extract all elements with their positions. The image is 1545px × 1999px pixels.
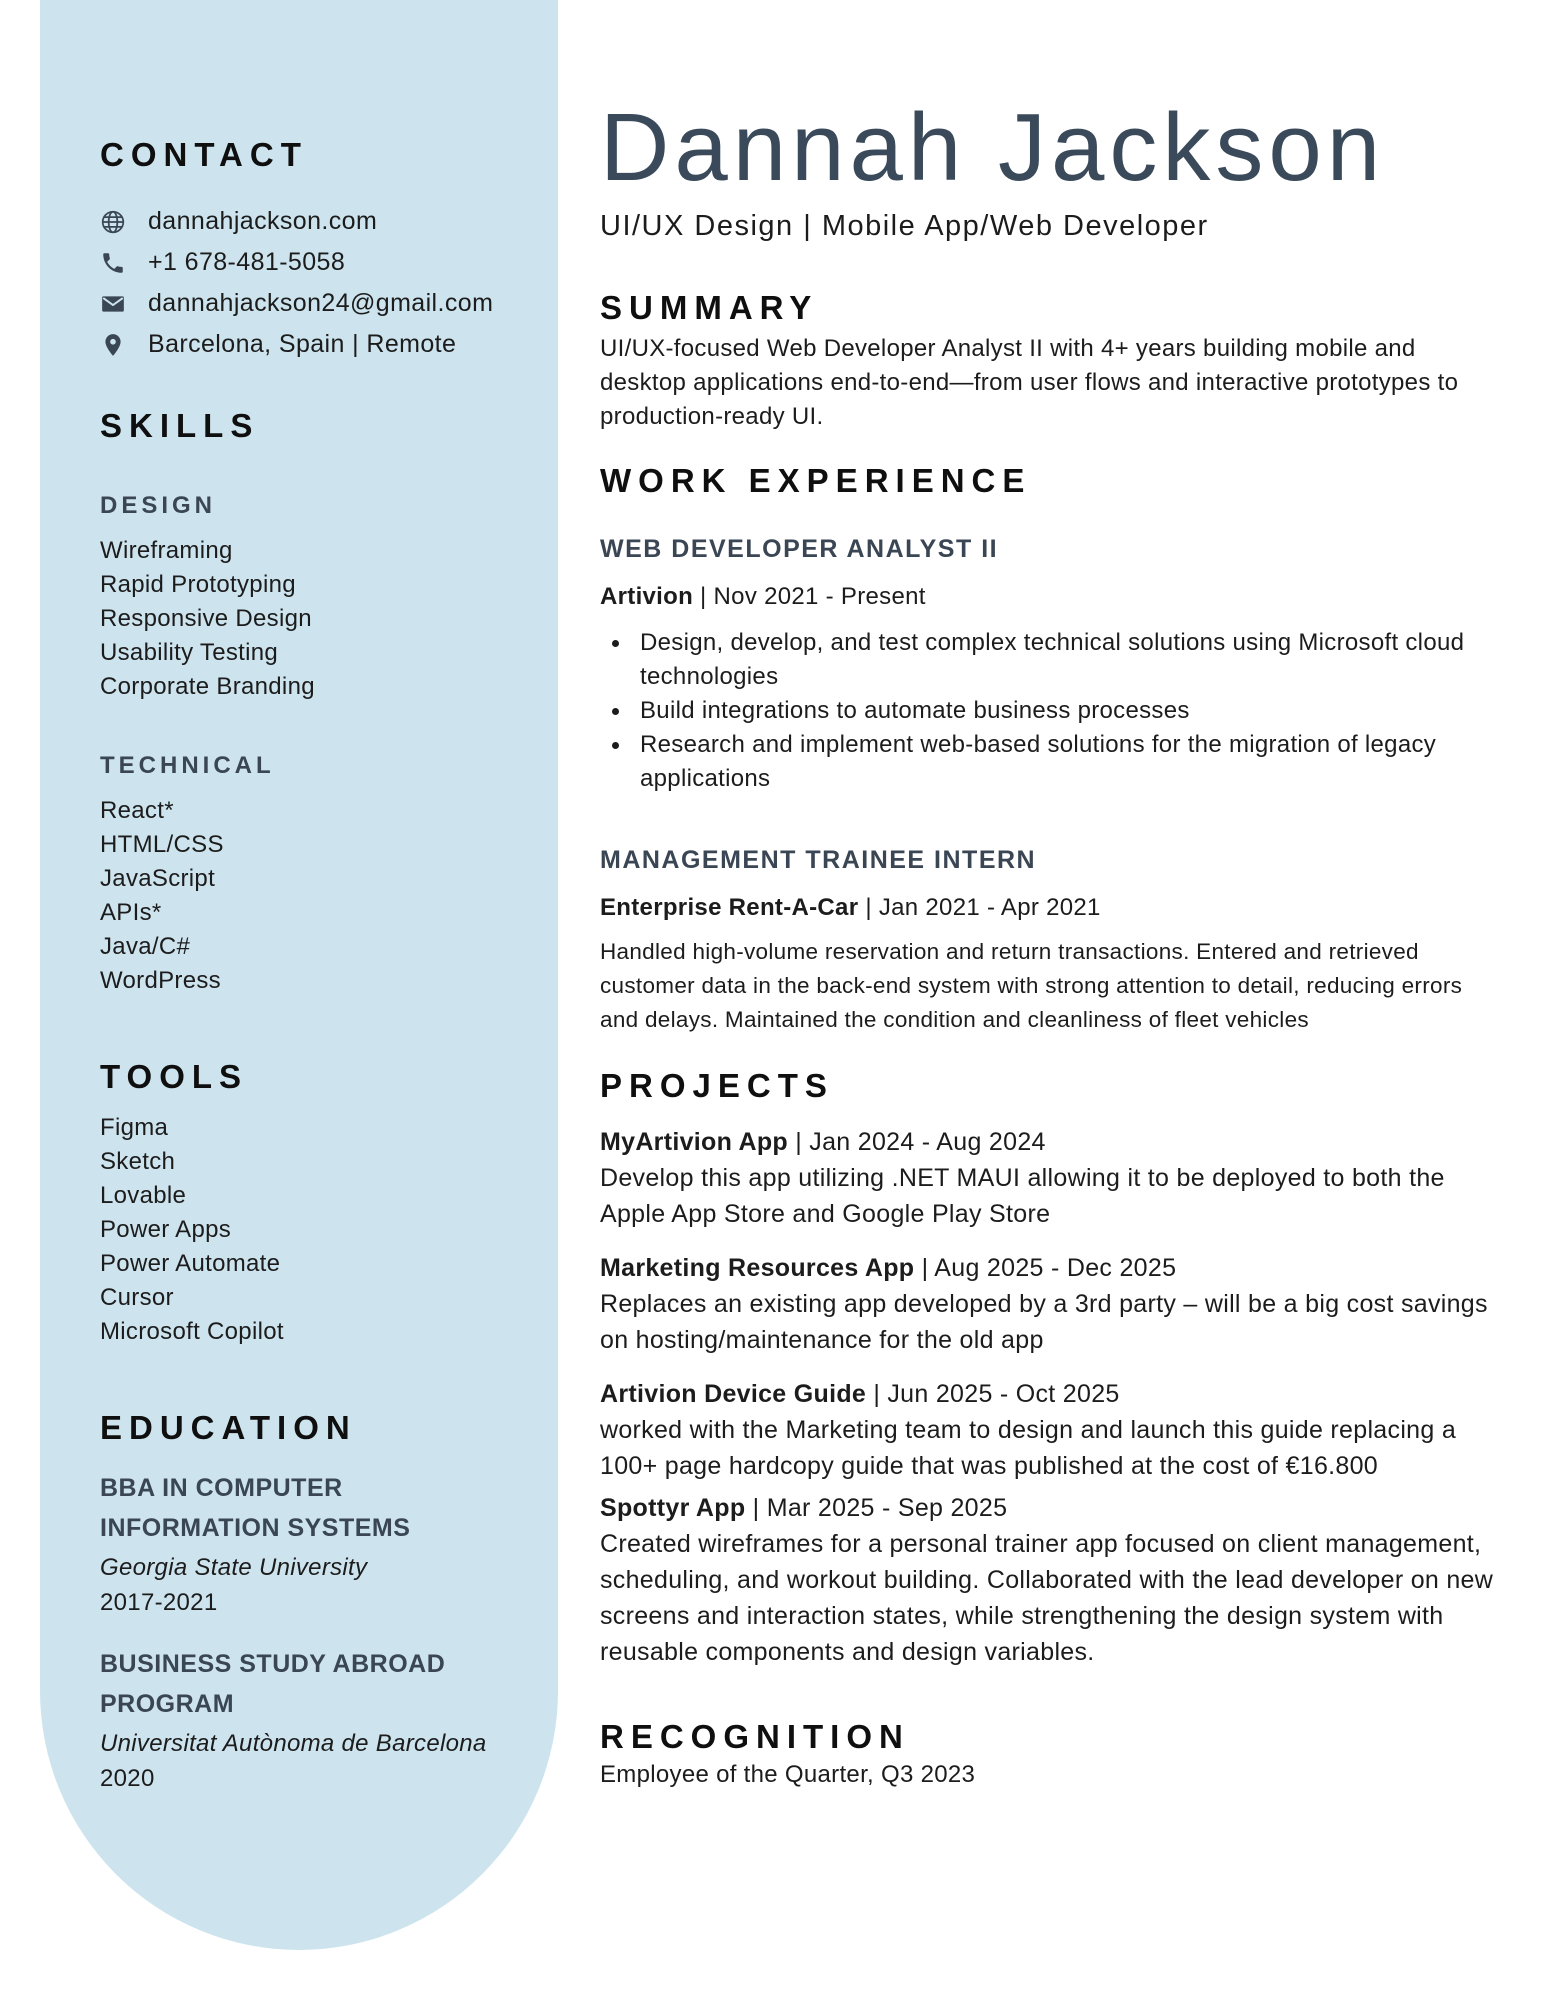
candidate-role: UI/UX Design | Mobile App/Web Developer: [600, 210, 1209, 242]
location-pin-icon: [100, 332, 148, 358]
candidate-name: Dannah Jackson: [600, 94, 1386, 201]
mail-icon: [100, 291, 148, 317]
education-heading: EDUCATION: [100, 1409, 357, 1446]
job-bullets: [600, 626, 1505, 796]
recognition-heading: RECOGNITION: [600, 1718, 910, 1755]
website-text[interactable]: dannahjackson.com: [148, 207, 378, 235]
project-header: [600, 1376, 1505, 1412]
job-entry: [600, 537, 1505, 796]
job-dates: | Jan 2021 - Apr 2021: [858, 894, 1101, 921]
job-meta: [600, 891, 1505, 925]
job-entry: [600, 848, 1505, 1037]
degree-title: [100, 1644, 540, 1724]
project-header: [600, 1250, 1505, 1286]
degree-title-line: INFORMATION SYSTEMS: [100, 1514, 411, 1542]
school-name: Georgia State University: [100, 1554, 368, 1581]
education-years: 2020: [100, 1765, 155, 1792]
list-item: Figma: [100, 1114, 169, 1141]
job-dates: | Nov 2021 - Present: [693, 583, 926, 610]
list-item: Java/C#: [100, 933, 191, 960]
project-name: Marketing Resources App: [600, 1254, 915, 1282]
list-item: Usability Testing: [100, 639, 279, 666]
sidebar: [100, 138, 540, 1796]
project-dates: | Aug 2025 - Dec 2025: [914, 1254, 1177, 1282]
tools-heading: TOOLS: [100, 1058, 249, 1095]
project-entry: [600, 1490, 1505, 1670]
list-item: Responsive Design: [100, 605, 312, 632]
phone-icon: [100, 250, 148, 276]
degree-title-line: BUSINESS STUDY ABROAD: [100, 1650, 446, 1678]
list-item: HTML/CSS: [100, 831, 224, 858]
list-item: Cursor: [100, 1284, 174, 1311]
recognition-text: Employee of the Quarter, Q3 2023: [600, 1761, 976, 1788]
degree-title-line: BBA IN COMPUTER: [100, 1474, 343, 1502]
education-entry: [100, 1468, 540, 1620]
company-name: Enterprise Rent-A-Car: [600, 894, 859, 921]
projects-heading: PROJECTS: [600, 1067, 834, 1104]
contact-email[interactable]: [100, 283, 540, 324]
project-dates: | Jun 2025 - Oct 2025: [866, 1380, 1120, 1408]
list-item: Microsoft Copilot: [100, 1318, 284, 1345]
job-title: MANAGEMENT TRAINEE INTERN: [600, 846, 1037, 874]
project-dates: | Mar 2025 - Sep 2025: [745, 1494, 1008, 1522]
education-years: 2017-2021: [100, 1589, 218, 1616]
project-name: Artivion Device Guide: [600, 1380, 867, 1408]
list-item: Lovable: [100, 1182, 187, 1209]
technical-skills-heading: TECHNICAL: [100, 752, 275, 779]
technical-skills-list: [100, 794, 540, 998]
job-title: WEB DEVELOPER ANALYST II: [600, 535, 999, 563]
summary-text: UI/UX-focused Web Developer Analyst II with 4+ years building mobile and desktop applications end-to-end—from user flows and interactive prototypes to production-ready UI.: [600, 335, 1459, 430]
job-meta: [600, 580, 1505, 614]
contact-heading: CONTACT: [100, 136, 308, 173]
list-item: Research and implement web-based solutions for the migration of legacy applications: [600, 728, 1505, 796]
list-item: Design, develop, and test complex technical solutions using Microsoft cloud technologies: [600, 626, 1505, 694]
list-item: Power Automate: [100, 1250, 281, 1277]
skills-heading: SKILLS: [100, 407, 260, 444]
job-description: Handled high-volume reservation and return transactions. Entered and retrieved customer data in the back-end system with strong attention to detail, reducing errors and delays. Maintained the condition and cleanliness of fleet vehicles: [600, 939, 1463, 1032]
contact-list: [100, 201, 540, 365]
globe-icon: [100, 209, 148, 235]
education-entry: [100, 1644, 540, 1796]
project-header: [600, 1490, 1505, 1526]
project-name: Spottyr App: [600, 1494, 746, 1522]
project-dates: | Jan 2024 - Aug 2024: [788, 1128, 1046, 1156]
contact-website[interactable]: [100, 201, 540, 242]
project-header: [600, 1124, 1505, 1160]
list-item: React*: [100, 797, 174, 824]
list-item: APIs*: [100, 899, 162, 926]
phone-text[interactable]: +1 678-481-5058: [148, 248, 346, 276]
project-description: worked with the Marketing team to design and launch this guide replacing a 100+ page hardcopy guide that was published at the cost of €16.800: [600, 1416, 1457, 1480]
design-skills-list: [100, 534, 540, 704]
list-item: Power Apps: [100, 1216, 232, 1243]
project-description: Replaces an existing app developed by a 3rd party – will be a big cost savings on hosting/maintenance for the old app: [600, 1290, 1488, 1354]
project-description: Created wireframes for a personal trainer app focused on client management, scheduling, and workout building. Collaborated with the lead developer on new screens and interaction states, while strengthening the design system with reusable components and design variables.: [600, 1530, 1494, 1666]
work-experience-heading: WORK EXPERIENCE: [600, 462, 1032, 499]
project-name: MyArtivion App: [600, 1128, 788, 1156]
list-item: Corporate Branding: [100, 673, 315, 700]
list-item: Build integrations to automate business processes: [600, 694, 1505, 728]
project-description: Develop this app utilizing .NET MAUI allowing it to be deployed to both the Apple App Store and Google Play Store: [600, 1164, 1445, 1228]
list-item: Wireframing: [100, 537, 233, 564]
degree-title: [100, 1468, 540, 1548]
school-name: Universitat Autònoma de Barcelona: [100, 1730, 487, 1757]
summary-heading: SUMMARY: [600, 289, 819, 326]
company-name: Artivion: [600, 583, 694, 610]
list-item: WordPress: [100, 967, 221, 994]
email-text[interactable]: dannahjackson24@gmail.com: [148, 289, 494, 317]
project-entry: [600, 1124, 1505, 1232]
project-entry: [600, 1376, 1505, 1484]
location-text: Barcelona, Spain | Remote: [148, 330, 457, 358]
list-item: Rapid Prototyping: [100, 571, 296, 598]
list-item: JavaScript: [100, 865, 216, 892]
degree-title-line: PROGRAM: [100, 1690, 235, 1718]
list-item: Sketch: [100, 1148, 176, 1175]
contact-phone[interactable]: [100, 242, 540, 283]
design-skills-heading: DESIGN: [100, 492, 217, 519]
tools-list: [100, 1111, 540, 1349]
main-content: [600, 94, 1505, 1789]
project-entry: [600, 1250, 1505, 1358]
contact-location: [100, 324, 540, 365]
